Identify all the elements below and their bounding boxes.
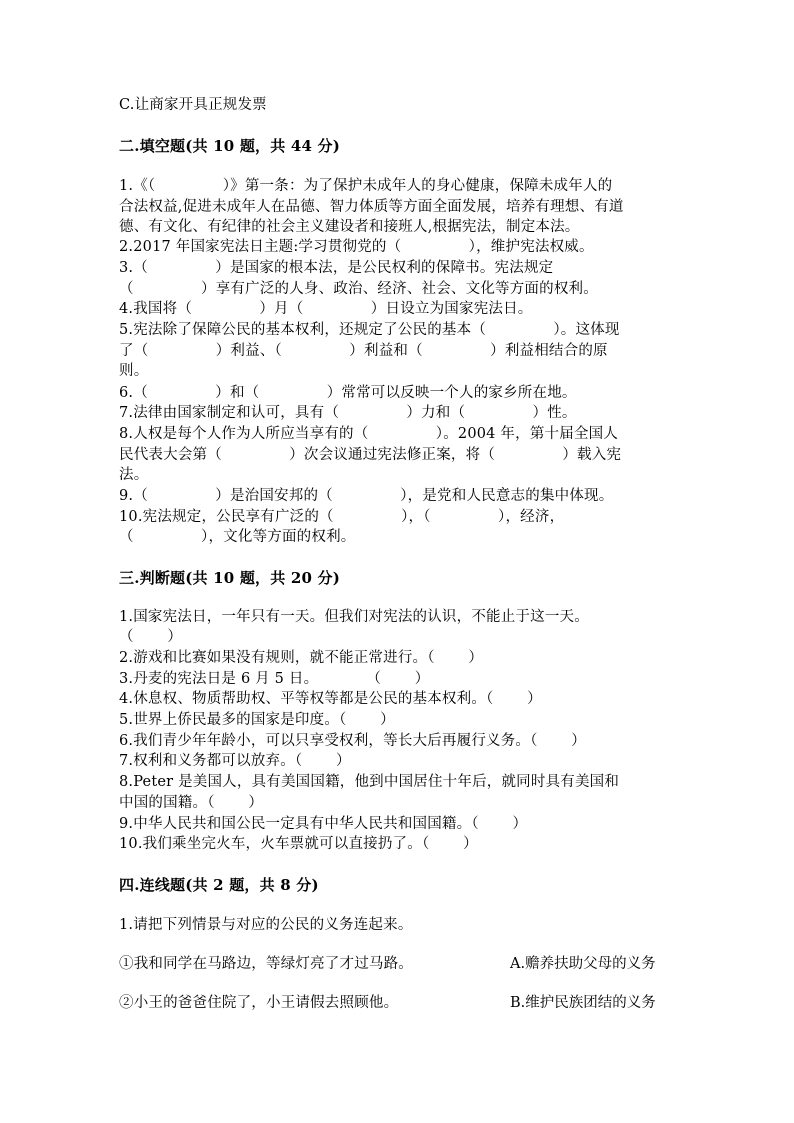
q-line: 德、有文化、有纪律的社会主义建设者和接班人,根据宪法，制定本法。 <box>119 219 580 235</box>
q-line: 7.权利和义务都可以放弃。（ ） <box>119 753 351 769</box>
q-line: （ ），文化等方面的权利。 <box>119 529 356 545</box>
q-line: （ ） <box>119 629 183 645</box>
q-line: 民代表大会第（ ）次会议通过宪法修正案，将（ ）载入宪 <box>119 447 622 463</box>
q-line: 了（ ）利益、（ ）利益和（ ）利益相结合的原 <box>119 343 608 359</box>
q-line: 9.（ ）是治国安邦的（ ），是党和人民意志的集中体现。 <box>119 488 614 504</box>
q-line: 3.（ ）是国家的根本法，是公民权利的保障书。宪法规定 <box>119 260 554 276</box>
q-line: 3.丹麦的宪法日是 6 月 5 日。 （ ） <box>119 671 430 687</box>
matching-right-item: A.赡养扶助父母的义务 <box>510 956 656 972</box>
q-line: 法。 <box>119 467 149 483</box>
q-line: 合法权益,促进未成年人在品德、智力体质等方面全面发展，培养有理想、有道 <box>119 199 624 215</box>
q-line: 1.国家宪法日，一年只有一天。但我们对宪法的认识，不能止于这一天。 <box>119 609 589 625</box>
section-2-heading: 二.填空题(共 10 题，共 44 分) <box>119 137 341 155</box>
q-line: 9.中华人民共和国公民一定具有中华人民共和国国籍。（ ） <box>119 816 528 832</box>
q-line: （ ）享有广泛的人身、政治、经济、社会、文化等方面的权利。 <box>119 281 598 297</box>
q-line: 6.我们青少年年龄小，可以只享受权利，等长大后再履行义务。（ ） <box>119 733 586 749</box>
matching-left-item: ①我和同学在马路边，等绿灯亮了才过马路。 <box>119 956 413 972</box>
q-line: 中国的国籍。（ ） <box>119 795 264 811</box>
section-4-heading: 四.连线题(共 2 题，共 8 分) <box>119 876 319 894</box>
q-line: 4.我国将（ ）月（ ）日设立为国家宪法日。 <box>119 301 533 317</box>
q-line: 8.Peter 是美国人，具有美国国籍，他到中国居住十年后，就同时具有美国和 <box>119 774 620 790</box>
previous-option-c: C.让商家开具正规发票 <box>119 97 267 113</box>
q-line: 8.人权是每个人作为人所应当享有的（ ）。2004 年，第十届全国人 <box>119 426 619 442</box>
q-line: 6.（ ）和（ ）常常可以反映一个人的家乡所在地。 <box>119 385 577 401</box>
q-line: 则。 <box>119 363 149 379</box>
q-line: 10.我们乘坐完火车，火车票就可以直接扔了。（ ） <box>119 836 478 852</box>
matching-left-item: ②小王的爸爸住院了，小王请假去照顾他。 <box>119 995 399 1011</box>
q-line: 4.休息权、物质帮助权、平等权等都是公民的基本权利。（ ） <box>119 691 542 707</box>
section-3-heading: 三.判断题(共 10 题，共 20 分) <box>119 569 341 587</box>
q-line: 10.宪法规定，公民享有广泛的（ ），（ ），经济， <box>119 509 565 525</box>
q-line: 5.世界上侨民最多的国家是印度。（ ） <box>119 712 395 728</box>
q-line: 1.《（ ）》第一条：为了保护未成年人的身心健康，保障未成年人的 <box>119 178 613 194</box>
q-line: 2.游戏和比赛如果没有规则，就不能正常进行。（ ） <box>119 650 484 666</box>
matching-right-item: B.维护民族团结的义务 <box>510 995 656 1011</box>
q-line: 5.宪法除了保障公民的基本权利，还规定了公民的基本（ ）。这体现 <box>119 322 620 338</box>
q-line: 2.2017 年国家宪法日主题:学习贯彻党的（ ），维护宪法权威。 <box>119 239 594 255</box>
q-line: 7.法律由国家制定和认可，具有（ ）力和（ ）性。 <box>119 405 577 421</box>
matching-question: 1.请把下列情景与对应的公民的义务连起来。 <box>119 917 413 933</box>
